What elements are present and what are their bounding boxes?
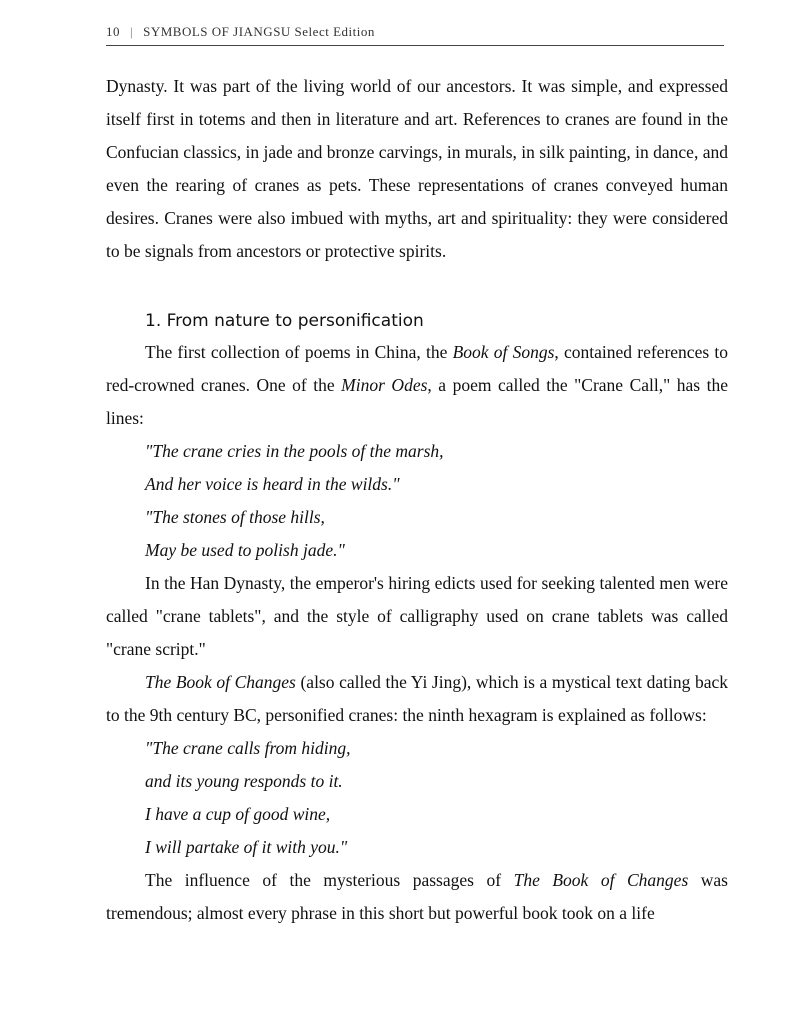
quote-line: I have a cup of good wine, — [145, 804, 331, 824]
text-run: , a poem called the "Crane Call," has the lines: — [106, 375, 728, 428]
running-head — [106, 24, 375, 40]
quote-line: And her voice is heard in the wilds." — [145, 474, 400, 494]
text-run: , contained references to red-crowned cranes. One of the — [106, 342, 728, 395]
paragraph-continued: Dynasty. It was part of the living world of our ancestors. It was simple, and expressed itself first in totems and then in literature and art. References to cranes are found in the Confucian classics, in jade and bronze carvings, in murals, in silk painting, in dance, and even the rearing of cranes as pets. These representations of cranes conveyed human desires. Cranes were also imbued with myths, art and spirituality: they were considered to be signals from ancestors or protective spirits. — [106, 76, 728, 261]
text-run: was tremendous; almost every phrase in this short but powerful book took on a life — [106, 870, 728, 923]
text-run: The first collection of poems in China, the — [145, 342, 453, 362]
book-title-italic: Book of Songs — [452, 342, 555, 362]
paragraph-influence — [106, 864, 728, 930]
book-title-italic: The Book of Changes — [145, 672, 296, 692]
text-run: The influence of the mysterious passages of — [145, 870, 514, 890]
quote-line: May be used to polish jade." — [145, 540, 345, 560]
section-heading: 1. From nature to personification — [145, 311, 424, 331]
page-number: 10 — [106, 24, 120, 39]
paragraph-book-of-songs — [106, 336, 728, 435]
text-run: (also called the Yi Jing), which is a mystical text dating back to the 9th century BC, personified cranes: the ninth hexagram is explained as follows: — [106, 672, 729, 725]
page-body — [106, 70, 728, 930]
book-title: SYMBOLS OF JIANGSU Select Edition — [143, 24, 375, 39]
book-title-italic: The Book of Changes — [513, 870, 689, 890]
header-separator: | — [130, 24, 134, 39]
header-rule — [106, 45, 724, 46]
quote-line: I will partake of it with you." — [145, 837, 348, 857]
paragraph-han-dynasty: In the Han Dynasty, the emperor's hiring edicts used for seeking talented men were called "crane tablets", and the style of calligraphy used on crane tablets was called "crane script." — [106, 573, 728, 659]
quote-line: "The crane cries in the pools of the marsh, — [145, 441, 444, 461]
book-title-italic: Minor Odes — [341, 375, 428, 395]
paragraph-book-of-changes — [106, 666, 728, 732]
quote-line: and its young responds to it. — [145, 771, 343, 791]
quote-line: "The stones of those hills, — [145, 507, 325, 527]
quote-line: "The crane calls from hiding, — [145, 738, 351, 758]
